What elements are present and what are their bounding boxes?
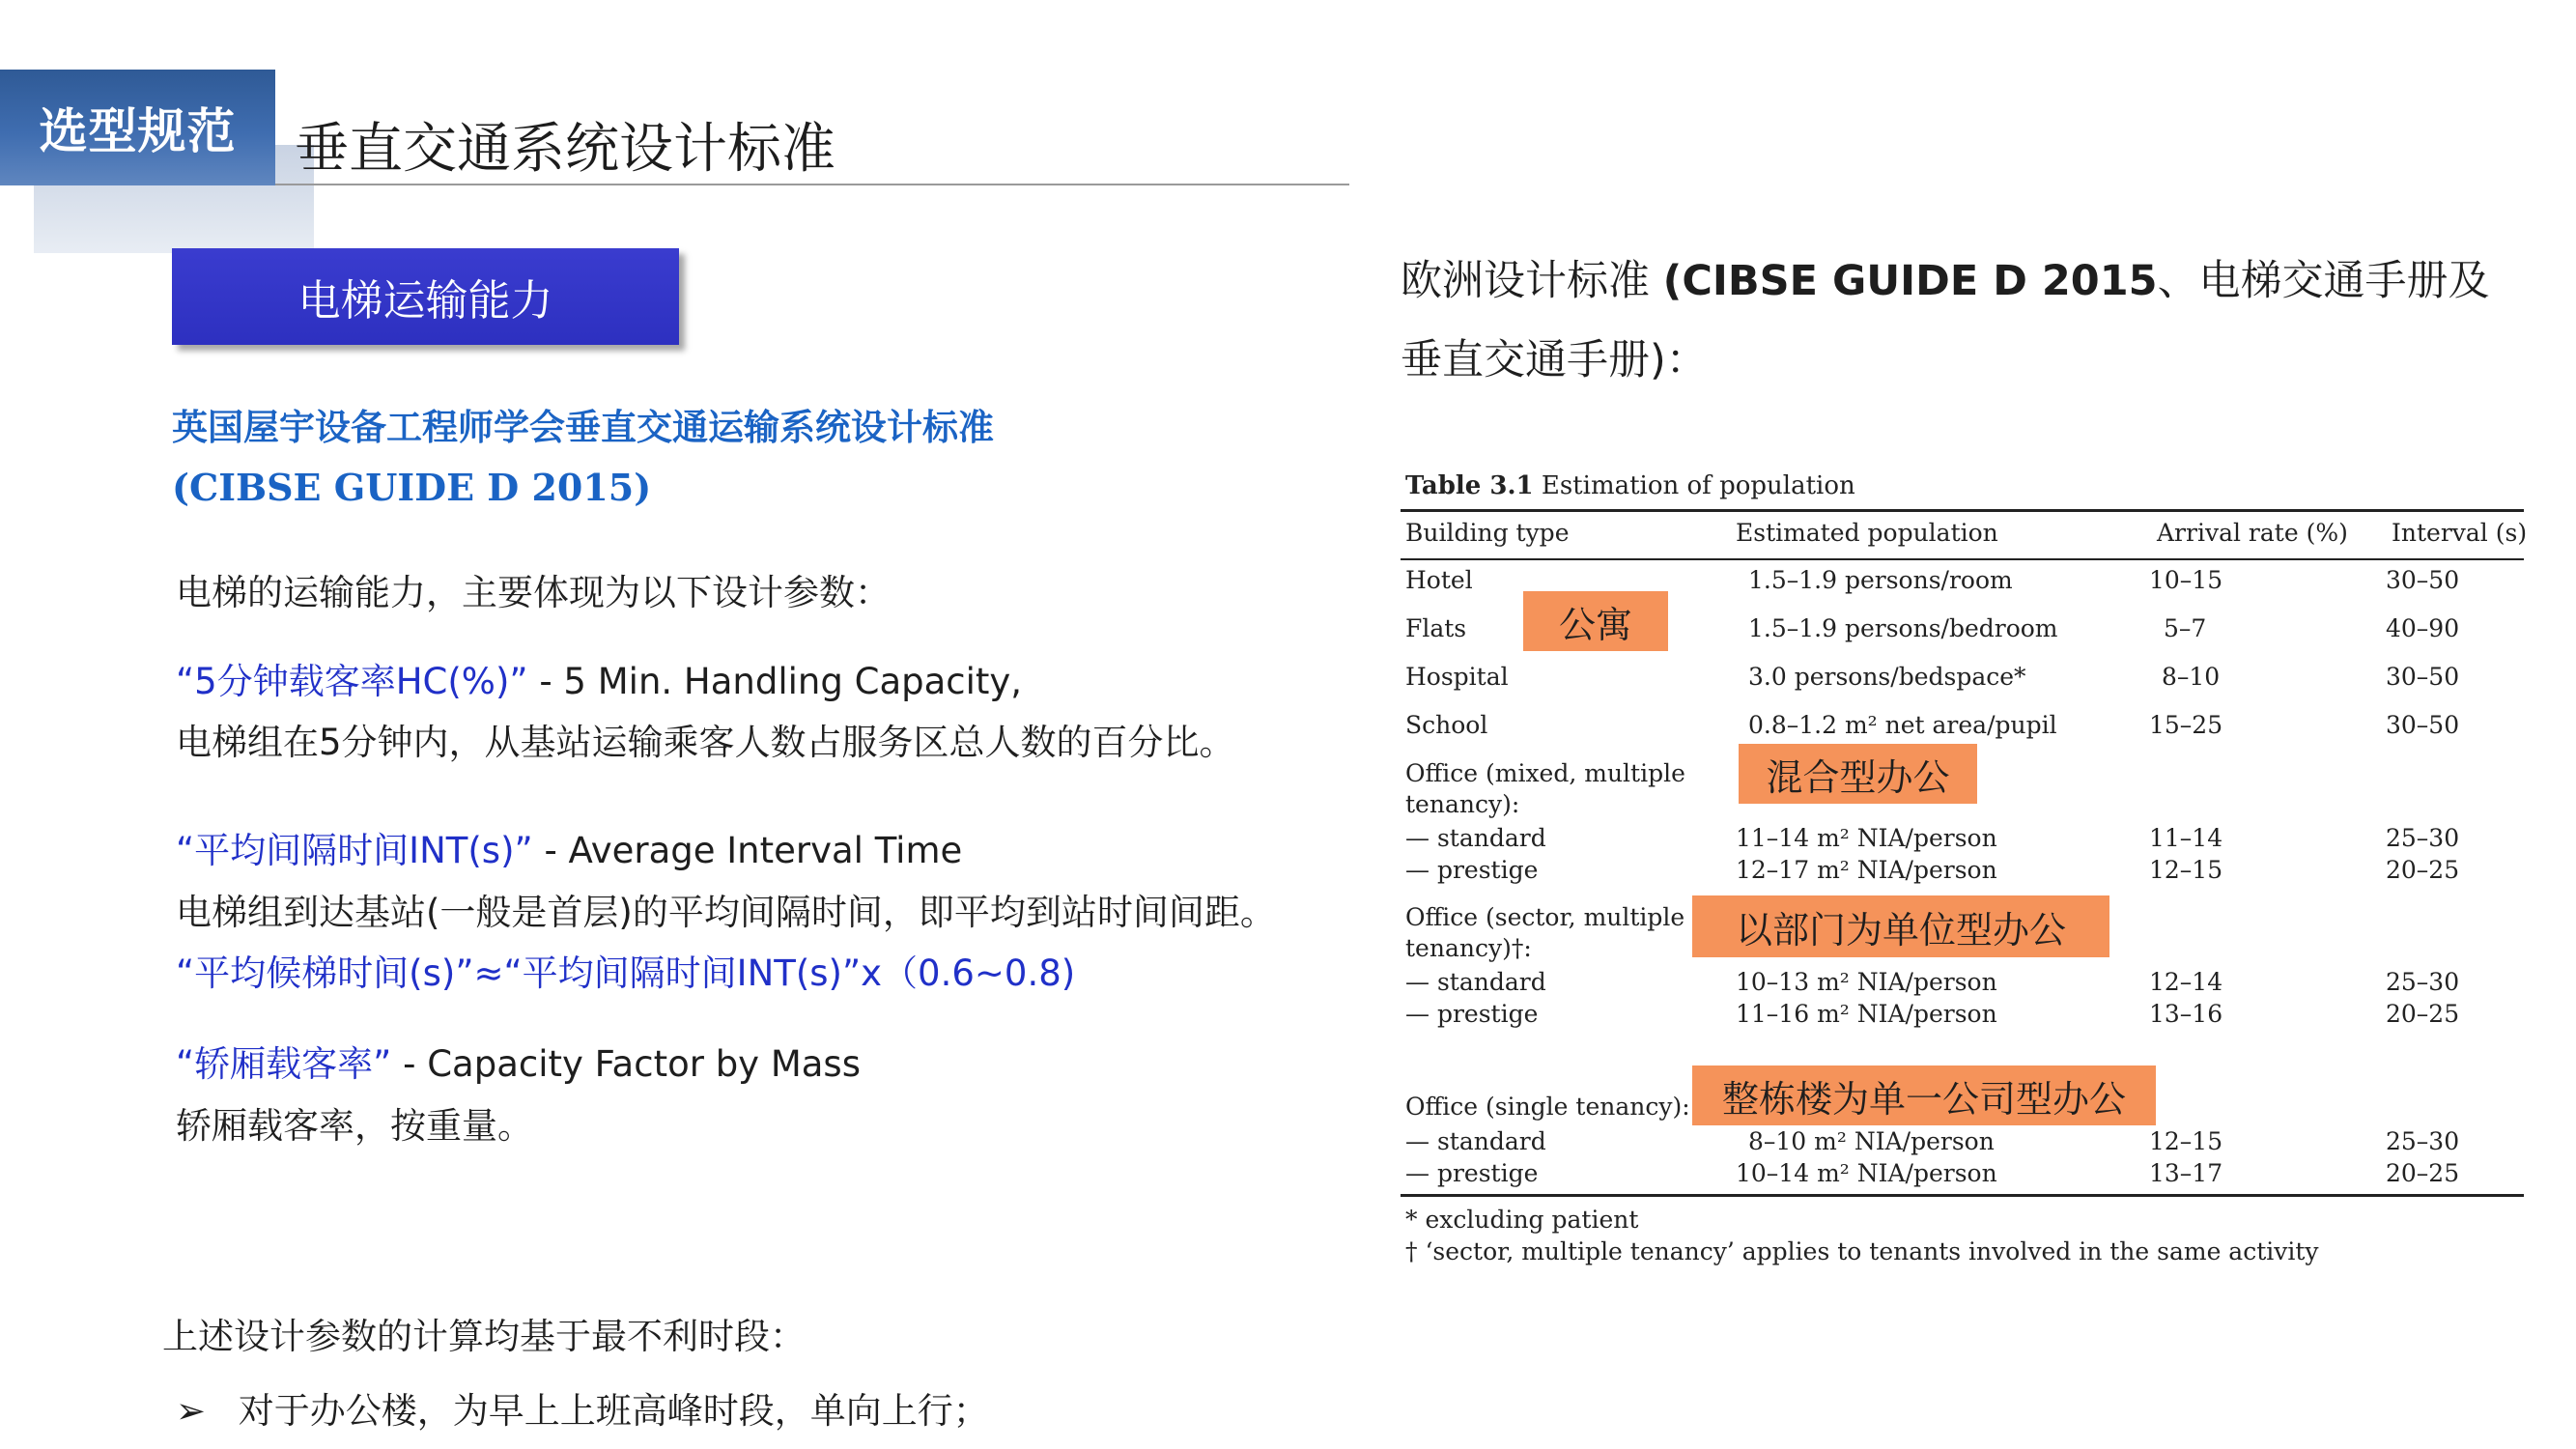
table-caption bbox=[1405, 471, 1855, 500]
badge-dept-office: 以部门为单位型办公 bbox=[1692, 895, 2109, 957]
euro-prefix: 欧洲设计标准 bbox=[1401, 257, 1663, 305]
table-cell: School bbox=[1405, 711, 1488, 739]
table-cell: 13–16 bbox=[2149, 1000, 2223, 1028]
table-cell: — prestige bbox=[1405, 856, 1539, 884]
table-cell: 15–25 bbox=[2149, 711, 2223, 739]
euro-standard-heading bbox=[1401, 242, 2521, 400]
footer-intro: 上述设计参数的计算均基于最不利时段： bbox=[162, 1316, 806, 1357]
table-cell: 10–14 m² NIA/person bbox=[1736, 1159, 1997, 1187]
hc-definition bbox=[176, 652, 1022, 704]
table-cell: 25–30 bbox=[2386, 1127, 2460, 1155]
table-cell: 30–50 bbox=[2386, 566, 2460, 594]
table-cell: 5–7 bbox=[2164, 614, 2207, 642]
table-cell: 25–30 bbox=[2386, 968, 2460, 996]
title-divider bbox=[275, 184, 1349, 185]
table-cell: Office (mixed, multiple bbox=[1405, 759, 1685, 787]
euro-rest: 、电梯交通手册及 bbox=[2157, 257, 2490, 305]
section-tag: 选型规范 bbox=[0, 70, 275, 185]
hc-english: - 5 Min. Handling Capacity, bbox=[527, 661, 1023, 702]
cibse-title-cn: 英国屋宇设备工程师学会垂直交通运输系统设计标准 bbox=[172, 407, 994, 448]
table-cell: 10–13 m² NIA/person bbox=[1736, 968, 1997, 996]
badge-single-office: 整栋楼为单一公司型办公 bbox=[1692, 1065, 2156, 1125]
table-caption-text: Estimation of population bbox=[1541, 471, 1855, 500]
table-caption-label: Table 3.1 bbox=[1405, 471, 1534, 500]
table-cell: 12–15 bbox=[2149, 1127, 2223, 1155]
table-cell: 40–90 bbox=[2386, 614, 2460, 642]
euro-line2: 垂直交通手册) bbox=[1401, 336, 1666, 384]
euro-colon: ： bbox=[1665, 336, 1708, 384]
awt-formula: “平均候梯时间(s)”≈“平均间隔时间INT(s)”x（0.6~0.8) bbox=[176, 952, 1076, 994]
table-footnote: † ‘sector, multiple tenancy’ applies to tenants involved in the same activity bbox=[1405, 1237, 2319, 1265]
table-cell: — prestige bbox=[1405, 1000, 1539, 1028]
cf-definition bbox=[176, 1035, 861, 1087]
table-cell: — standard bbox=[1405, 1127, 1546, 1155]
table-cell: Office (sector, multiple bbox=[1405, 903, 1685, 931]
table-header-rule bbox=[1401, 558, 2524, 560]
table-cell: — standard bbox=[1405, 824, 1546, 852]
table-cell: 1.5–1.9 persons/room bbox=[1748, 566, 2013, 594]
badge-apartment: 公寓 bbox=[1523, 591, 1668, 651]
intro-text: 电梯的运输能力，主要体现为以下设计参数： bbox=[176, 572, 891, 613]
table-cell: Flats bbox=[1405, 614, 1467, 642]
int-english: - Average Interval Time bbox=[532, 830, 963, 871]
int-definition bbox=[176, 821, 962, 873]
table-header-interval: Interval (s) bbox=[2392, 519, 2528, 547]
table-cell: 11–14 bbox=[2149, 824, 2223, 852]
cf-english: - Capacity Factor by Mass bbox=[391, 1043, 861, 1085]
table-cell: 11–14 m² NIA/person bbox=[1736, 824, 1997, 852]
table-cell: tenancy): bbox=[1405, 790, 1520, 818]
table-cell: Office (single tenancy): bbox=[1405, 1093, 1690, 1121]
table-cell: Hotel bbox=[1405, 566, 1473, 594]
int-term: “平均间隔时间INT(s)” bbox=[176, 830, 533, 871]
table-footnote: * excluding patient bbox=[1405, 1206, 1639, 1234]
table-top-rule bbox=[1401, 509, 2524, 512]
table-header-population: Estimated population bbox=[1736, 519, 1998, 547]
table-cell: 12–15 bbox=[2149, 856, 2223, 884]
table-cell: 0.8–1.2 m² net area/pupil bbox=[1748, 711, 2057, 739]
table-cell: 30–50 bbox=[2386, 663, 2460, 691]
table-cell: 1.5–1.9 persons/bedroom bbox=[1748, 614, 2058, 642]
table-cell: 11–16 m² NIA/person bbox=[1736, 1000, 1997, 1028]
int-description: 电梯组到达基站(一般是首层)的平均间隔时间，即平均到站时间间距。 bbox=[176, 892, 1276, 933]
table-header-arrival: Arrival rate (%) bbox=[2157, 519, 2348, 547]
table-cell: 20–25 bbox=[2386, 856, 2460, 884]
table-cell: 13–17 bbox=[2149, 1159, 2223, 1187]
table-bottom-rule bbox=[1401, 1194, 2524, 1197]
table-cell: Hospital bbox=[1405, 663, 1509, 691]
hc-term: “5分钟载客率HC(%)” bbox=[176, 661, 528, 702]
table-cell: — prestige bbox=[1405, 1159, 1539, 1187]
euro-bold: (CIBSE GUIDE D 2015 bbox=[1662, 257, 2158, 305]
table-cell: — standard bbox=[1405, 968, 1546, 996]
table-cell: 25–30 bbox=[2386, 824, 2460, 852]
bullet-text: 对于办公楼，为早上上班高峰时段，单向上行； bbox=[238, 1390, 989, 1432]
capacity-label: 电梯运输能力 bbox=[172, 248, 679, 345]
table-cell: 20–25 bbox=[2386, 1000, 2460, 1028]
cf-description: 轿厢载客率，按重量。 bbox=[176, 1105, 533, 1147]
table-cell: 8–10 bbox=[2162, 663, 2221, 691]
cibse-title-en: (CIBSE GUIDE D 2015) bbox=[172, 466, 652, 509]
table-cell: 3.0 persons/bedspace* bbox=[1748, 663, 2026, 691]
page-title: 垂直交通系统设计标准 bbox=[295, 118, 835, 181]
table-cell: 20–25 bbox=[2386, 1159, 2460, 1187]
badge-mixed-office: 混合型办公 bbox=[1739, 744, 1977, 804]
bullet-arrow-icon: ➢ bbox=[176, 1390, 207, 1432]
table-cell: 10–15 bbox=[2149, 566, 2223, 594]
table-cell: 12–17 m² NIA/person bbox=[1736, 856, 1997, 884]
hc-description: 电梯组在5分钟内，从基站运输乘客人数占服务区总人数的百分比。 bbox=[176, 722, 1235, 763]
cf-term: “轿厢载客率” bbox=[176, 1043, 392, 1085]
table-cell: 8–10 m² NIA/person bbox=[1748, 1127, 1995, 1155]
bullet-item bbox=[176, 1381, 989, 1434]
table-cell: 12–14 bbox=[2149, 968, 2223, 996]
table-cell: tenancy)†: bbox=[1405, 934, 1532, 962]
table-header-building-type: Building type bbox=[1405, 519, 1570, 547]
table-cell: 30–50 bbox=[2386, 711, 2460, 739]
